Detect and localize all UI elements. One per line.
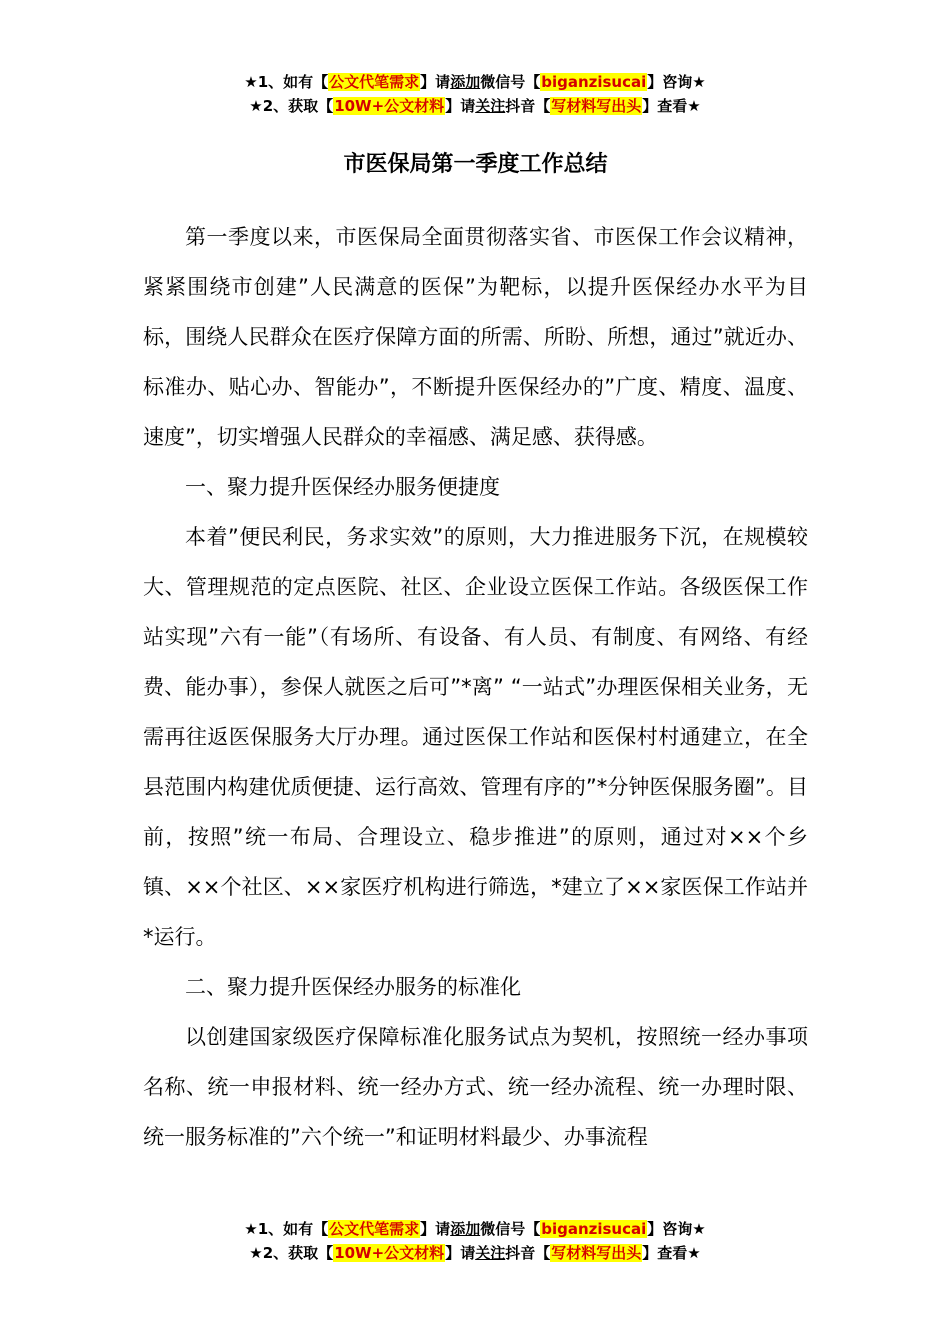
promo-text: 】咨询★ — [647, 1220, 706, 1238]
promo-text: 】请 — [420, 1220, 451, 1238]
promo-highlight: 10W+公文材料 — [334, 97, 445, 115]
promo-text: ★2、获取【 — [249, 1244, 334, 1262]
promo-line-1 — [0, 70, 950, 94]
promo-text: 】查看★ — [642, 1244, 701, 1262]
promo-text: 】请 — [420, 73, 451, 91]
promo-underlined-text: 关注 — [475, 1244, 506, 1262]
promo-line-2 — [0, 1241, 950, 1265]
promo-highlight: 公文代笔需求 — [329, 1220, 420, 1238]
promo-line-1 — [0, 1217, 950, 1241]
douyin-id-highlight: 写材料写出头 — [551, 97, 642, 115]
wechat-id-highlight: biganzisucai — [541, 1220, 647, 1238]
promo-text: 】查看★ — [642, 97, 701, 115]
promo-text: ★1、如有【 — [244, 1220, 329, 1238]
paragraph-intro: 第一季度以来，市医保局全面贯彻落实省、市医保工作会议精神，紧紧围绕市创建”人民满意的医保”为靶标，以提升医保经办水平为目标，围绕人民群众在医疗保障方面的所需、所盼、所想，通过”就近办、标准办、贴心办、智能办”，不断提升医保经办的”广度、精度、温度、速度”，切实增强人民群众的幸福感、满足感、获得感。 — [143, 225, 808, 449]
promo-banner-top — [0, 70, 950, 118]
promo-banner-bottom — [0, 1217, 950, 1265]
promo-text: 微信号【 — [480, 1220, 541, 1238]
douyin-id-highlight: 写材料写出头 — [551, 1244, 642, 1262]
document-title: 市医保局第一季度工作总结 — [343, 152, 608, 177]
promo-text: 微信号【 — [480, 73, 541, 91]
promo-highlight: 10W+公文材料 — [334, 1244, 445, 1262]
promo-underlined-text: 关注 — [475, 97, 506, 115]
promo-text: 】请 — [445, 1244, 476, 1262]
paragraph-section-1: 本着”便民利民，务求实效”的原则，大力推进服务下沉，在规模较大、管理规范的定点医院、社区、企业设立医保工作站。各级医保工作站实现”六有一能”（有场所、有设备、有人员、有制度、有网络、有经费、能办事），参保人就医之后可”*离” “一站式”办理医保相关业务，无需再往返医保服务大厅办理。通过医保工作站和医保村村通建立，在全县范围内构建优质便捷、运行高效、管理有序的”*分钟医保服务圈”。目前，按照”统一布局、合理设立、稳步推进”的原则，通过对××个乡镇、××个社区、××家医疗机构进行筛选，*建立了××家医保工作站并*运行。 — [143, 525, 808, 949]
promo-text: 抖音【 — [505, 97, 551, 115]
promo-text: ★2、获取【 — [249, 97, 334, 115]
promo-text: 】请 — [445, 97, 476, 115]
promo-text: 抖音【 — [505, 1244, 551, 1262]
wechat-id-highlight: biganzisucai — [541, 73, 647, 91]
promo-underlined-text: 添加 — [450, 73, 481, 91]
section-heading-2: 二、聚力提升医保经办服务的标准化 — [185, 975, 521, 999]
promo-line-2 — [0, 94, 950, 118]
document-body — [143, 145, 808, 1162]
paragraph-section-2: 以创建国家级医疗保障标准化服务试点为契机，按照统一经办事项名称、统一申报材料、统一经办方式、统一经办流程、统一办理时限、统一服务标准的”六个统一”和证明材料最少、办事流程 — [143, 1025, 808, 1149]
section-heading-1: 一、聚力提升医保经办服务便捷度 — [185, 475, 500, 499]
promo-text: 】咨询★ — [647, 73, 706, 91]
promo-underlined-text: 添加 — [450, 1220, 481, 1238]
promo-highlight: 公文代笔需求 — [329, 73, 420, 91]
promo-text: ★1、如有【 — [244, 73, 329, 91]
